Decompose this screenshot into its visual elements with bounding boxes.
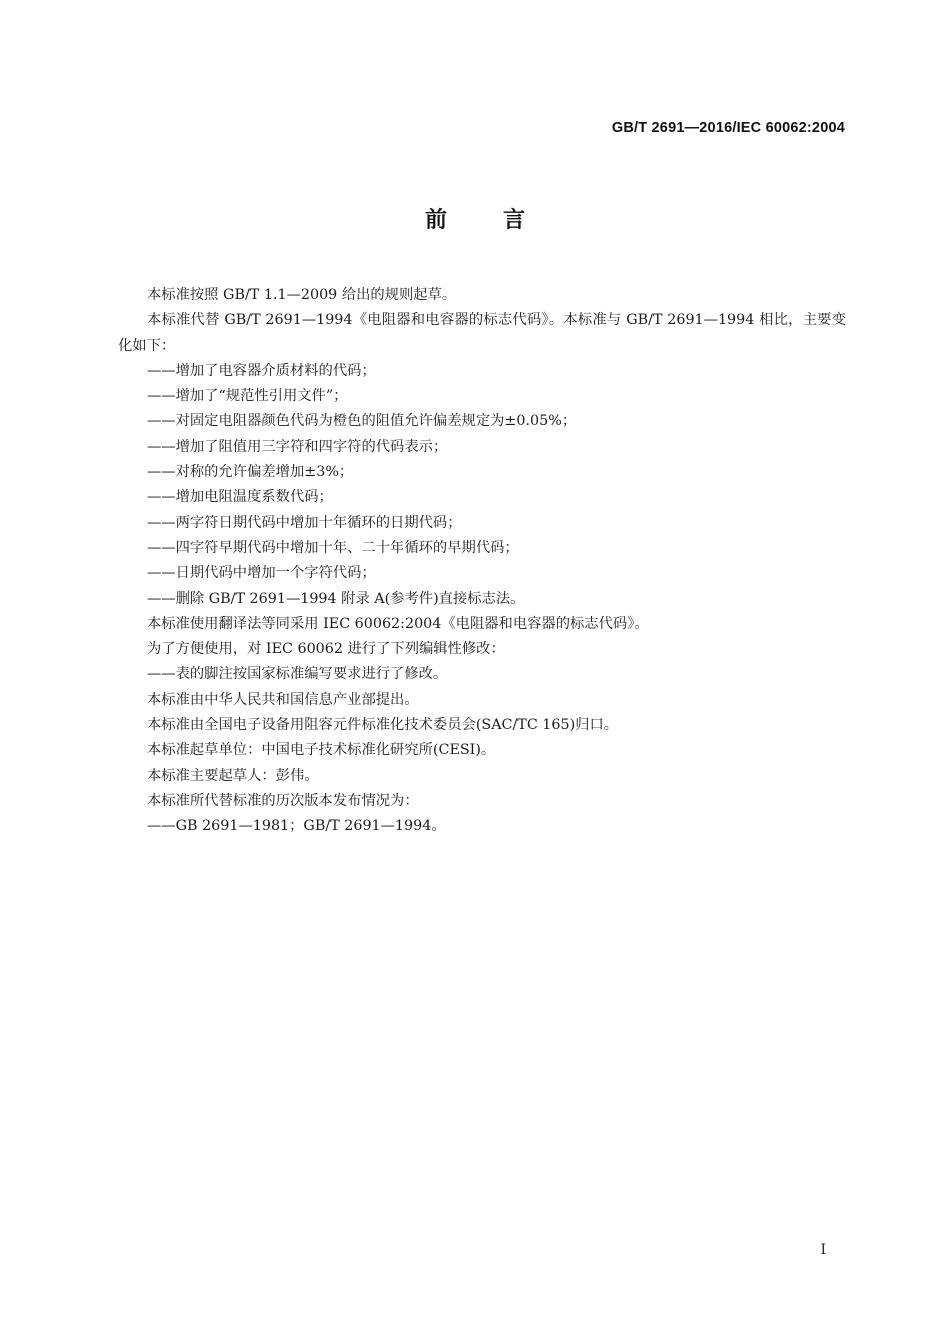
list-item-change: ——四字符早期代码中增加十年、二十年循环的早期代码； [147, 539, 519, 556]
page-number: I [820, 1242, 826, 1258]
page-title-char-1: 前 [424, 208, 447, 233]
list-item-editorial-change: ——表的脚注按国家标准编写要求进行了修改。 [147, 666, 448, 683]
standard-code-header: GB/T 2691—2016/IEC 60062:2004 [611, 120, 845, 136]
list-item-change: ——日期代码中增加一个字符代码； [147, 565, 376, 582]
foreword-body [118, 283, 846, 840]
list-item-change: ——对固定电阻器颜色代码为橙色的阻值允许偏差规定为±0.05%； [147, 413, 577, 430]
paragraph-adoption: 本标准使用翻译法等同采用 IEC 60062:2004《电阻器和电容器的标志代码》。 [147, 615, 649, 632]
list-item-change: ——增加了阻值用三字符和四字符的代码表示； [147, 438, 448, 455]
list-item-change: ——对称的允许偏差增加±3%； [147, 464, 354, 481]
list-item-change: ——两字符日期代码中增加十年循环的日期代码； [147, 514, 462, 531]
paragraph-replaces-standard: 本标准代替 GB/T 2691—1994《电阻器和电容器的标志代码》。本标准与 GB/T 2691—1994 相比，主要变化如下： [118, 312, 846, 354]
paragraph-drafting-unit: 本标准起草单位：中国电子技术标准化研究所(CESI)。 [147, 742, 496, 759]
list-item-change: ——增加了电容器介质材料的代码； [147, 362, 376, 379]
paragraph-previous-editions: 本标准所代替标准的历次版本发布情况为： [147, 792, 419, 809]
paragraph-drafting-rules: 本标准按照 GB/T 1.1—2009 给出的规则起草。 [147, 287, 457, 303]
list-item-change: ——增加电阻温度系数代码； [147, 489, 333, 506]
paragraph-proposed-by: 本标准由中华人民共和国信息产业部提出。 [147, 691, 419, 708]
page-title-char-2: 言 [503, 208, 526, 233]
list-item-previous-edition: ——GB 2691—1981；GB/T 2691—1994。 [147, 818, 446, 835]
paragraph-main-drafter: 本标准主要起草人：彭伟。 [147, 767, 319, 784]
paragraph-editorial-changes: 为了方便使用，对 IEC 60062 进行了下列编辑性修改： [147, 641, 505, 658]
list-item-change: ——删除 GB/T 2691—1994 附录 A(参考件)直接标志法。 [147, 590, 525, 607]
paragraph-centralized-by: 本标准由全国电子设备用阻容元件标准化技术委员会(SAC/TC 165)归口。 [147, 717, 619, 734]
page-title [0, 203, 950, 234]
list-item-change: ——增加了“规范性引用文件”； [147, 388, 348, 405]
